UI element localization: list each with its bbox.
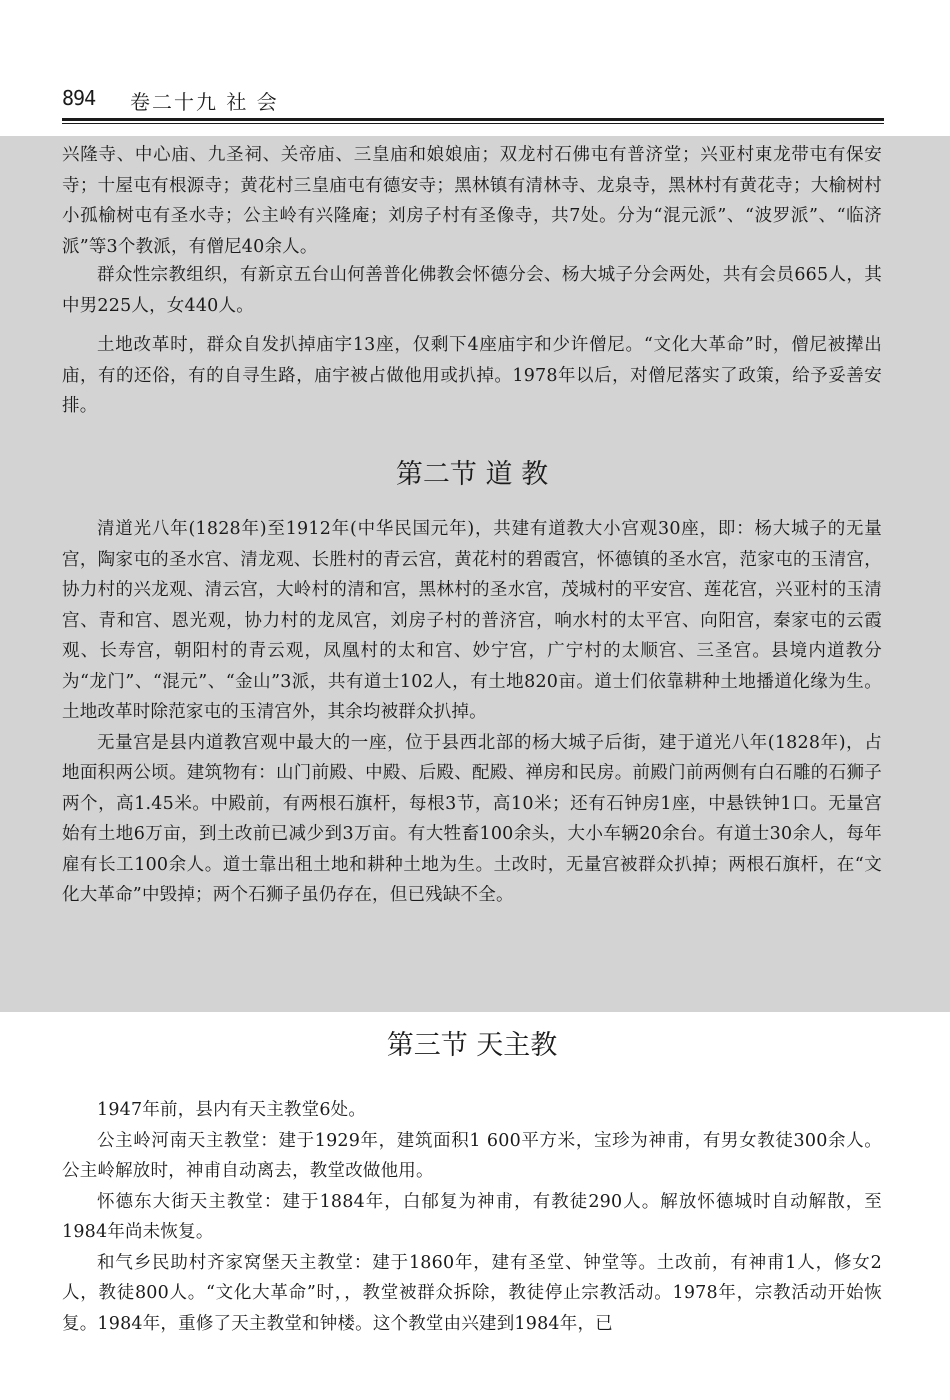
header-rule-thick (62, 118, 884, 121)
page-header (62, 86, 882, 116)
page-number: 894 (62, 86, 96, 110)
paragraph: 清道光八年(1828年)至1912年(中华民国元年)，共建有道教大小宫观30座，即：杨大城子的无量宫，陶家屯的圣水宫、清龙观、长胜村的青云宫，黄花村的碧霞宫，怀德镇的圣水宫，范家屯的玉清宫，协力村的兴龙观、清云宫，大岭村的清和宫，黑林村的圣水宫，茂城村的平安宫、莲花宫，兴亚村的玉清宫、青和宫、恩光观，协力村的龙凤宫，刘房子村的普济宫，响水村的太平宫、向阳宫，秦家屯的云霞观、长寿宫，朝阳村的青云观，凤凰村的太和宫、妙宁宫，广宁村的太顺宫、三圣宫。县境内道教分为“龙门”、“混元”、“金山”3派，共有道士102人，有土地820亩。道士们依靠耕种土地播道化缘为生。土地改革时除范家屯的玉清宫外，其余均被群众扒掉。 (62, 519, 882, 722)
buddhism-org-block (62, 260, 882, 321)
paragraph: 无量宫是县内道教宫观中最大的一座，位于县西北部的杨大城子后街，建于道光八年(1828年)，占地面积两公顷。建筑物有：山门前殿、中殿、后殿、配殿、禅房和民房。前殿门前两侧有白石雕的石狮子两个，高1.45米。中殿前，有两根石旗杆，每根3节，高10米；还有石钟房1座，中悬铁钟1口。无量宫始有土地6万亩，到土改前已减少到3万亩。有大牲畜100余头，大小车辆20余台。有道士30余人，每年雇有长工100余人。道士靠出租土地和耕种土地为生。土改时，无量宫被群众扒掉；两根石旗杆，在“文化大革命”中毁掉；两个石狮子虽仍存在，但已残缺不全。 (62, 732, 882, 905)
paragraph: 公主岭河南天主教堂：建于1929年，建筑面积1 600平方米，宝珍为神甫，有男女教徒300余人。公主岭解放时，神甫自动离去，教堂改做他用。 (62, 1130, 882, 1181)
paragraph: 土地改革时，群众自发扒掉庙宇13座，仅剩下4座庙宇和少许僧尼。“文化大革命”时，僧尼被撵出庙，有的还俗，有的自寻生路，庙宇被占做他用或扒掉。1978年以后，对僧尼落实了政策，给予妥善安排。 (62, 335, 882, 416)
chapter-title: 卷二十九 社 会 (130, 90, 279, 114)
buddhism-reform-block (62, 330, 882, 422)
section-heading-taoism: 第二节 道 教 (395, 459, 549, 490)
paragraph: 1947年前，县内有天主教堂6处。 (97, 1100, 367, 1120)
paragraph: 和气乡民助村齐家窝堡天主教堂：建于1860年，建有圣堂、钟堂等。土改前，有神甫1人，修女2人，教徒800人。“文化大革命”时，，教堂被群众拆除，教徒停止宗教活动。1978年，宗教活动开始恢复。1984年，重修了天主教堂和钟楼。这个教堂由兴建到1984年，已 (62, 1252, 882, 1334)
taoism-section (62, 514, 882, 911)
catholicism-section (62, 1095, 882, 1339)
header-rule-thin (62, 123, 884, 124)
paragraph: 兴隆寺、中心庙、九圣祠、关帝庙、三皇庙和娘娘庙；双龙村石佛屯有普济堂；兴亚村東龙带屯有保安寺；十屋屯有根源寺；黄花村三皇庙屯有德安寺；黑林镇有清林寺、龙泉寺，黑林村有黄花寺；大榆树村小孤榆树屯有圣水寺；公主岭有兴隆庵；刘房子村有圣像寺，共7处。分为“混元派”、“波罗派”、“临济派”等3个教派，有僧尼40余人。 (62, 145, 882, 257)
paragraph: 群众性宗教组织，有新京五台山何善普化佛教会怀德分会、杨大城子分会两处，共有会员665人，其中男225人，女440人。 (62, 265, 882, 316)
section-heading-catholicism: 第三节 天主教 (386, 1030, 558, 1061)
paragraph: 怀德东大街天主教堂：建于1884年，白郁复为神甫，有教徒290人。解放怀德城时自动解散，至1984年尚未恢复。 (62, 1191, 882, 1242)
buddhism-tail (62, 140, 882, 262)
